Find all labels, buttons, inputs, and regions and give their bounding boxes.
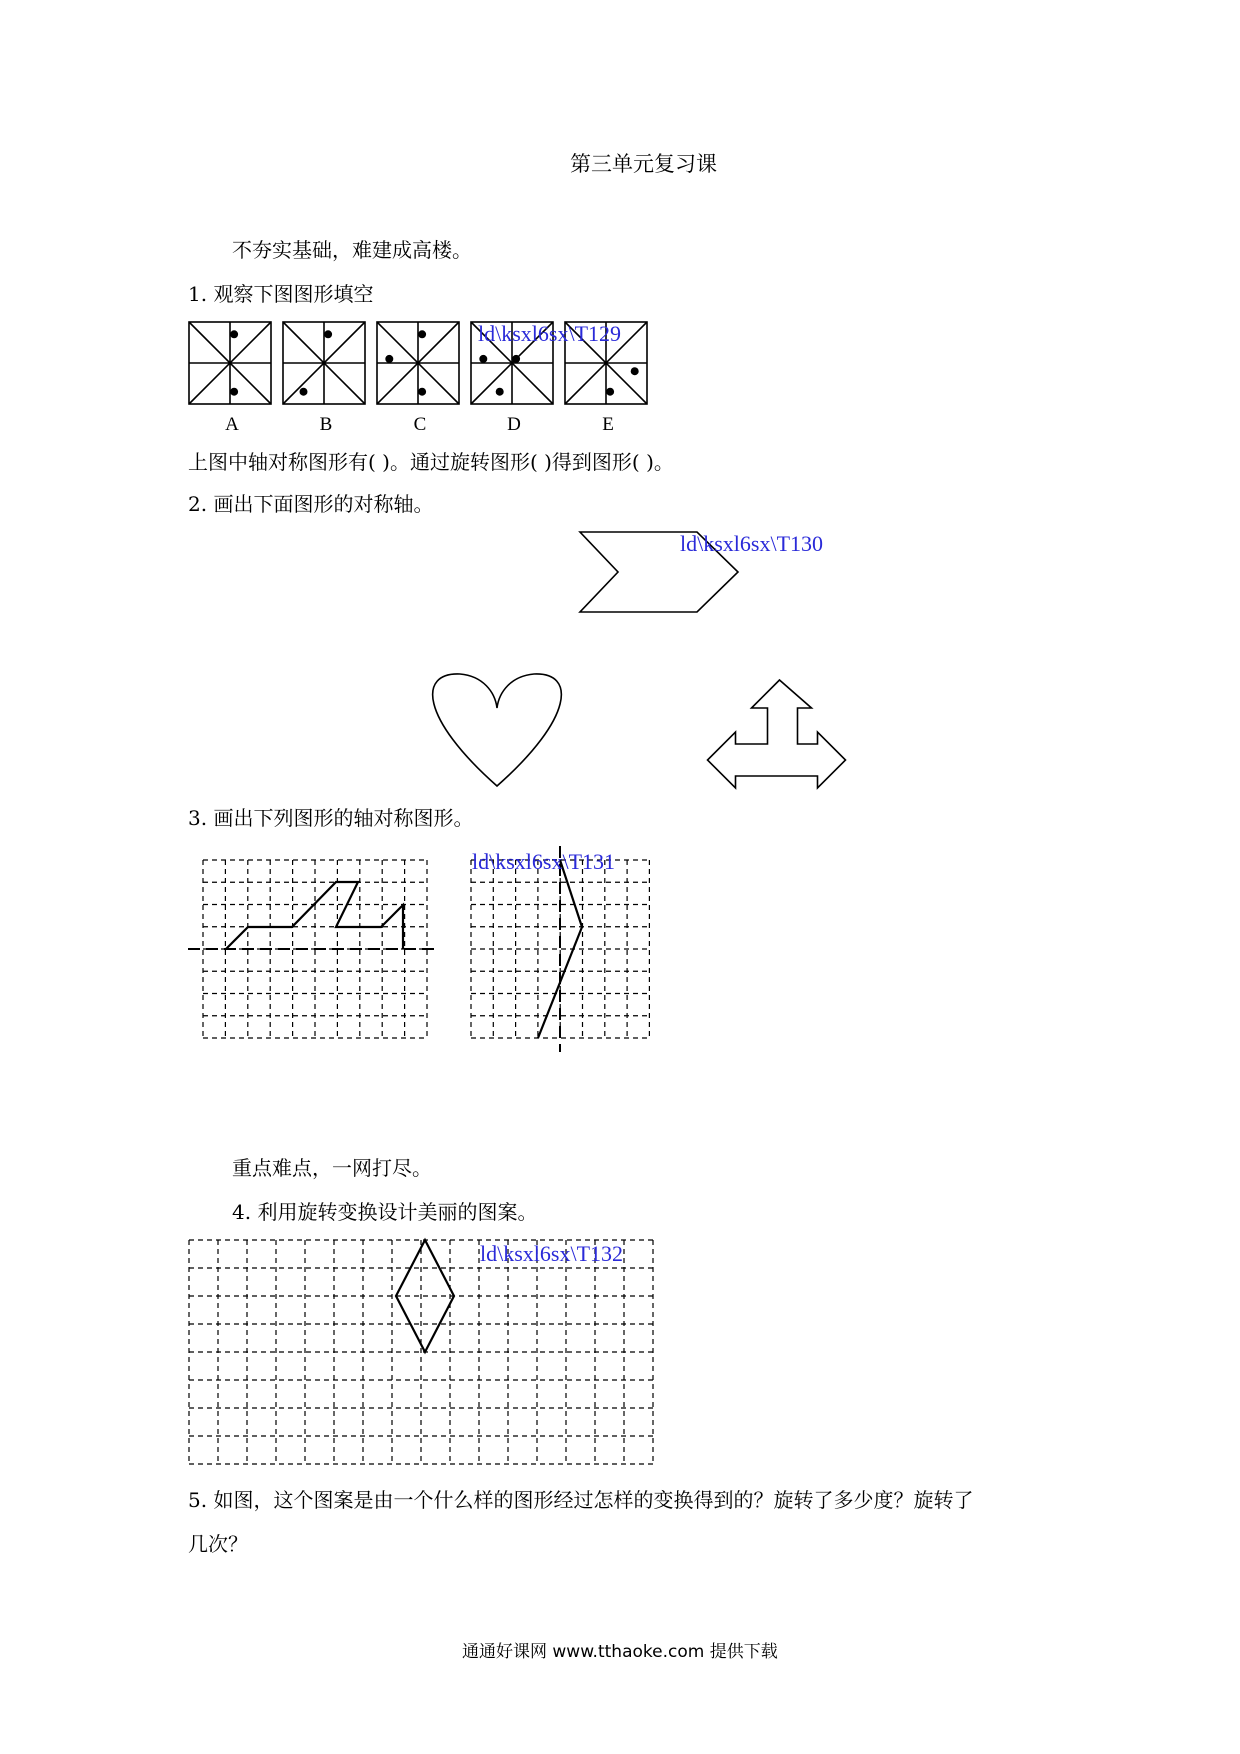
diagonal-line xyxy=(377,322,459,404)
footer-credit: 通通好课网 www.tthaoke.com 提供下载 xyxy=(462,1642,778,1662)
question-4-text: 4. 利用旋转变换设计美丽的图案。 xyxy=(232,1200,538,1224)
section-heading-basics: 不夯实基础，难建成高楼。 xyxy=(232,238,472,262)
pattern-dot xyxy=(496,388,504,396)
pattern-dot xyxy=(418,330,426,338)
question-5-line-1: 5. 如图，这个图案是由一个什么样的图形经过怎样的变换得到的？旋转了多少度？旋转了 xyxy=(188,1488,974,1512)
figure-label-b: B xyxy=(319,414,333,435)
pattern-dot xyxy=(300,388,308,396)
q2-code-tag: ld\ksxl6sx\T130 xyxy=(680,531,824,556)
pattern-dot xyxy=(479,355,487,363)
question-2-text: 2. 画出下面图形的对称轴。 xyxy=(188,492,434,516)
pattern-square xyxy=(283,322,365,404)
pattern-dot xyxy=(606,388,614,396)
figure-label-d: D xyxy=(507,414,521,435)
q4-code-tag: ld\ksxl6sx\T132 xyxy=(480,1241,624,1266)
q3-code-tag: ld\ksxl6sx\T131 xyxy=(472,849,616,874)
three-way-arrow-shape xyxy=(708,680,846,788)
diagonal-line xyxy=(283,322,365,404)
pattern-dot xyxy=(230,388,238,396)
pattern-dot xyxy=(418,388,426,396)
pattern-dot xyxy=(512,355,520,363)
diagonal-line xyxy=(283,322,365,404)
figure-label-c: C xyxy=(413,414,427,435)
q1-code-tag: ld\ksxl6sx\T129 xyxy=(478,321,622,346)
pattern-square xyxy=(377,322,459,404)
q3-arrow-half xyxy=(538,860,582,1038)
section-heading-key-points: 重点难点，一网打尽。 xyxy=(232,1156,432,1180)
q3-airplane-half xyxy=(226,882,403,949)
pattern-dot xyxy=(631,367,639,375)
figure-label-a: A xyxy=(225,414,239,435)
diagonal-line xyxy=(377,322,459,404)
figure-label-e: E xyxy=(602,414,614,435)
diagonal-line xyxy=(189,322,271,404)
q4-rhombus xyxy=(396,1240,454,1352)
pattern-dot xyxy=(324,330,332,338)
question-1-text: 1. 观察下图图形填空 xyxy=(188,282,374,306)
pattern-dot xyxy=(230,330,238,338)
pattern-square xyxy=(189,322,271,404)
page-title: 第三单元复习课 xyxy=(570,152,717,176)
pattern-dot xyxy=(385,355,393,363)
question-3-text: 3. 画出下列图形的轴对称图形。 xyxy=(188,806,474,830)
question-5-line-2: 几次？ xyxy=(188,1532,248,1556)
question-1-fill-blank: 上图中轴对称图形有( )。通过旋转图形( )得到图形( )。 xyxy=(188,450,674,474)
diagonal-line xyxy=(189,322,271,404)
heart-shape xyxy=(433,674,562,786)
